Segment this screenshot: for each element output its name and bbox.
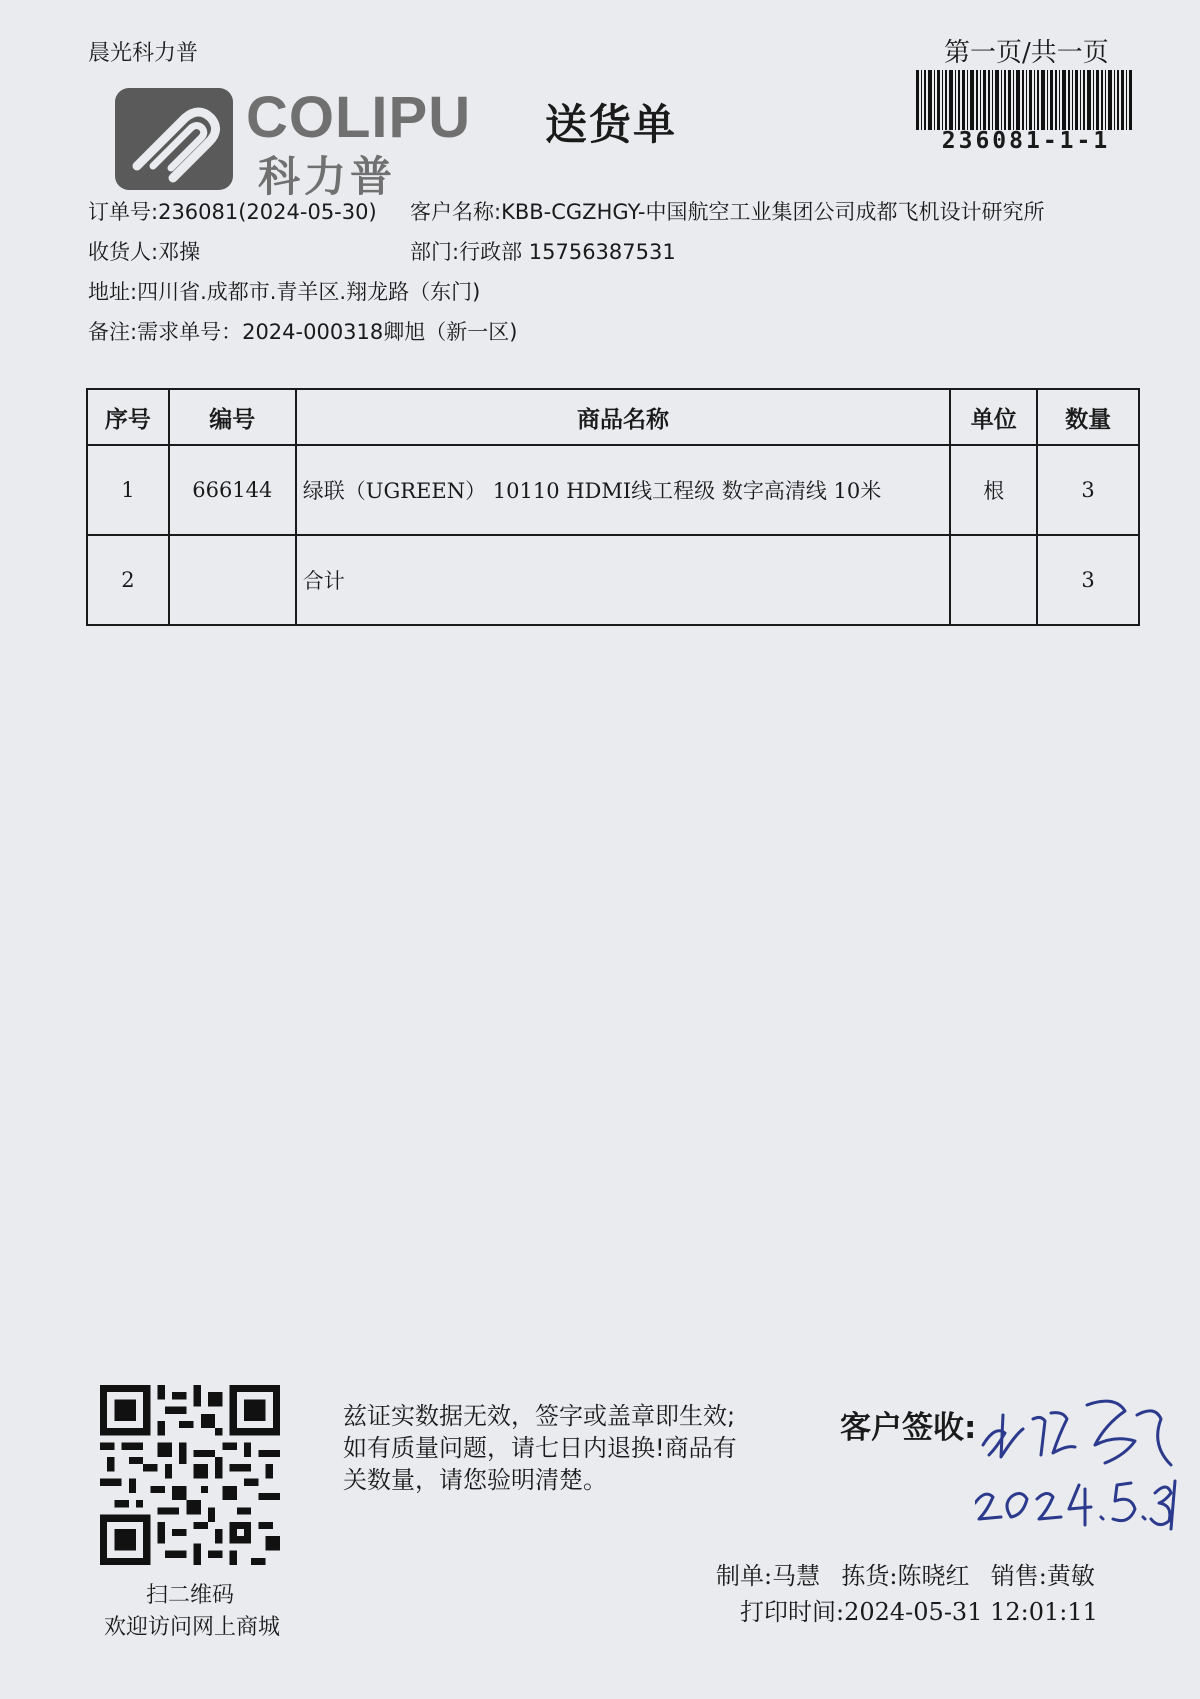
dept-value: 行政部 15756387531 bbox=[459, 240, 676, 264]
print-value: 2024-05-31 12:01:11 bbox=[844, 1598, 1098, 1626]
address bbox=[88, 276, 480, 306]
header-seq: 序号 bbox=[87, 389, 169, 445]
table-row-total bbox=[87, 535, 1139, 625]
header-quantity: 数量 bbox=[1037, 389, 1139, 445]
customer-sign-label: 客户签收: bbox=[840, 1410, 977, 1446]
cell-quantity: 3 bbox=[1037, 445, 1139, 535]
barcode-number: 236081-1-1 bbox=[941, 128, 1111, 154]
notice-line: 兹证实数据无效，签字或盖章即生效; bbox=[343, 1402, 736, 1430]
customer-value: KBB-CGZHGY-中国航空工业集团公司成都飞机设计研究所 bbox=[501, 200, 1045, 224]
sales-label: 销售: bbox=[990, 1562, 1047, 1590]
table-header-row bbox=[87, 389, 1139, 445]
cell-code bbox=[169, 535, 296, 625]
maker-value: 马慧 bbox=[772, 1562, 821, 1590]
customer-name bbox=[410, 196, 1045, 226]
remark bbox=[88, 316, 517, 346]
cell-unit bbox=[950, 535, 1037, 625]
header-unit: 单位 bbox=[950, 389, 1037, 445]
logo-chinese: 科力普 bbox=[258, 152, 397, 201]
cell-quantity: 3 bbox=[1037, 535, 1139, 625]
order-label: 订单号: bbox=[88, 200, 159, 224]
maker-label: 制单: bbox=[716, 1562, 773, 1590]
colipu-logo-icon bbox=[115, 88, 233, 190]
handwritten-signature bbox=[975, 1385, 1185, 1535]
page-indicator: 第一页/共一页 bbox=[944, 38, 1109, 68]
print-label: 打印时间: bbox=[740, 1598, 845, 1626]
address-value: 四川省.成都市.青羊区.翔龙路（东门) bbox=[137, 280, 481, 304]
qr-caption-scan: 扫二维码 bbox=[145, 1583, 234, 1608]
company-name: 晨光科力普 bbox=[88, 41, 199, 66]
cell-unit: 根 bbox=[950, 445, 1037, 535]
picker-label: 拣货: bbox=[841, 1562, 898, 1590]
cell-code: 666144 bbox=[169, 445, 296, 535]
cell-seq: 2 bbox=[87, 535, 169, 625]
receiver-value: 邓操 bbox=[158, 240, 201, 264]
qr-code[interactable] bbox=[100, 1385, 280, 1565]
notice-line: 如有质量问题，请七日内退换!商品有 bbox=[343, 1434, 737, 1462]
qr-caption-welcome: 欢迎访问网上商城 bbox=[103, 1615, 280, 1640]
cell-product-name: 合计 bbox=[296, 535, 951, 625]
items-table bbox=[86, 388, 1140, 626]
cell-product-name: 绿联（UGREEN） 10110 HDMI线工程级 数字高清线 10米 bbox=[296, 445, 951, 535]
order-number bbox=[88, 196, 377, 226]
document-title: 送货单 bbox=[545, 100, 678, 149]
remark-value: 需求单号：2024-000318卿旭（新一区) bbox=[137, 320, 518, 344]
barcode bbox=[916, 70, 1132, 130]
footer-staff bbox=[716, 1556, 1095, 1591]
print-time bbox=[740, 1592, 1098, 1627]
department bbox=[410, 236, 676, 266]
remark-label: 备注: bbox=[88, 320, 138, 344]
header-code: 编号 bbox=[169, 389, 296, 445]
cell-seq: 1 bbox=[87, 445, 169, 535]
receiver bbox=[88, 236, 200, 266]
sales-value: 黄敏 bbox=[1046, 1562, 1095, 1590]
notice-text bbox=[343, 1400, 773, 1496]
receiver-label: 收货人: bbox=[88, 240, 159, 264]
dept-label: 部门: bbox=[410, 240, 460, 264]
logo-wordmark: COLIPU bbox=[246, 85, 472, 150]
notice-line: 关数量，请您验明清楚。 bbox=[343, 1466, 607, 1494]
customer-label: 客户名称: bbox=[410, 200, 502, 224]
picker-value: 陈晓红 bbox=[897, 1562, 970, 1590]
address-label: 地址: bbox=[88, 280, 138, 304]
table-row bbox=[87, 445, 1139, 535]
header-product-name: 商品名称 bbox=[296, 389, 951, 445]
order-value: 236081(2024-05-30) bbox=[158, 200, 377, 224]
